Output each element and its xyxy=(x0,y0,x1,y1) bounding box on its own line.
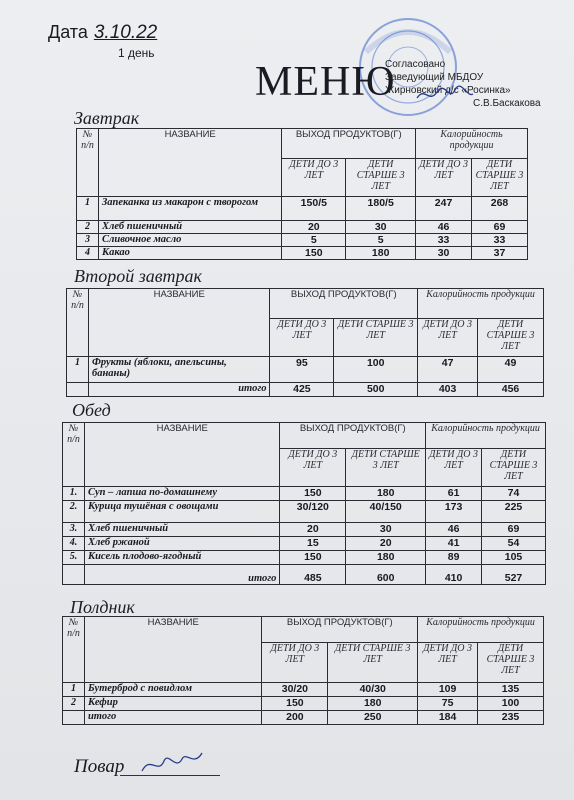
page-title: МЕНЮ xyxy=(255,59,396,105)
table-row: 4. Хлеб ржаной 15 20 41 54 xyxy=(63,537,546,551)
table-row: 1 Запеканка из макарон с творогом 150/5 180/5 247 268 xyxy=(77,197,528,221)
approver-name: С.В.Баскакова xyxy=(473,98,541,109)
table-row: 1 Бутерброд с повидлом 30/20 40/30 109 135 xyxy=(63,683,544,697)
total-row: итого 425 500 403 456 xyxy=(67,383,544,397)
day-label: 1 день xyxy=(118,46,155,60)
table-row: 2 Кефир 150 180 75 100 xyxy=(63,697,544,711)
table-row: 2. Курица тушёная с овощами 30/120 40/150 173 225 xyxy=(63,501,546,523)
section-title-breakfast: Завтрак xyxy=(74,108,140,128)
col-num: № п/п xyxy=(77,129,99,197)
total-row: итого 200 250 184 235 xyxy=(63,711,544,725)
section-title-snack: Полдник xyxy=(70,597,135,617)
table-row: 1. Суп – лапша по-домашнему 150 180 61 74 xyxy=(63,487,546,501)
section-title-lunch: Обед xyxy=(72,400,111,420)
snack-table: № п/п НАЗВАНИЕ ВЫХОД ПРОДУКТОВ(Г) Калорийность продукции ДЕТИ ДО 3 ЛЕТ ДЕТИ СТАРШЕ 3 ЛЕТ ДЕТИ ДО 3 ЛЕТ ДЕТИ СТАРШЕ 3 ЛЕТ 1 Бутерброд с повидлом 30/20 40/30 109 135 2 Кефир 150 180 75 100 итого 200 250 184 235 xyxy=(62,616,544,725)
second-breakfast-table: № п/п НАЗВАНИЕ ВЫХОД ПРОДУКТОВ(Г) Калорийность продукции ДЕТИ ДО 3 ЛЕТ ДЕТИ СТАРШЕ 3 ЛЕТ ДЕТИ ДО 3 ЛЕТ ДЕТИ СТАРШЕ 3 ЛЕТ 1 Фрукты (яблоки, апельсины, бананы) 95 100 47 49 итого 425 500 403 456 xyxy=(66,288,544,397)
table-row: 1 Фрукты (яблоки, апельсины, бананы) 95 100 47 49 xyxy=(67,357,544,383)
table-row: 3. Хлеб пшеничный 20 30 46 69 xyxy=(63,523,546,537)
breakfast-table: № п/п НАЗВАНИЕ ВЫХОД ПРОДУКТОВ(Г) Калорийность продукции ДЕТИ ДО 3 ЛЕТ ДЕТИ СТАРШЕ 3 ЛЕТ ДЕТИ ДО 3 ЛЕТ ДЕТИ СТАРШЕ 3 ЛЕТ 1 Запеканка из макарон с творогом 150/5 180/5 247 268 2 Хлеб пшеничный 20 30 46 69 3 Сливочное масло 5 5 33 33 4 Какао 150 180 30 37 xyxy=(76,128,528,260)
date-line: Дата 3.10.22 xyxy=(48,22,163,44)
cook-label: Повар xyxy=(74,756,125,777)
section-title-second-breakfast: Второй завтрак xyxy=(74,266,202,286)
total-row: итого 485 600 410 527 xyxy=(63,565,546,585)
cook-signature xyxy=(136,745,206,779)
date-value: 3.10.22 xyxy=(93,22,158,43)
lunch-table: № п/п НАЗВАНИЕ ВЫХОД ПРОДУКТОВ(Г) Калорийность продукции ДЕТИ ДО 3 ЛЕТ ДЕТИ СТАРШЕ 3 ЛЕТ ДЕТИ ДО 3 ЛЕТ ДЕТИ СТАРШЕ 3 ЛЕТ 1. Суп – лапша по-домашнему 150 180 61 74 2. Курица тушёная с овощами 30/120 40/150 173 225 3. Хлеб пшеничный 20 30 46 69 4. Хлеб ржаной 15 20 41 54 5. Кисель плодово-ягодный 150 180 89 105 итого 485 600 410 527 xyxy=(62,422,546,585)
table-row: 2 Хлеб пшеничный 20 30 46 69 xyxy=(77,221,528,234)
col-output: ВЫХОД ПРОДУКТОВ(Г) xyxy=(282,129,416,159)
col-calories: Калорийность продукции xyxy=(416,129,528,159)
col-name: НАЗВАНИЕ xyxy=(98,129,281,197)
approval-block: Согласовано Заведующий МБДОУ Жирновский д/с «Росинка» С.В.Баскакова xyxy=(385,59,541,109)
table-row: 4 Какао 150 180 30 37 xyxy=(77,247,528,260)
table-row: 3 Сливочное масло 5 5 33 33 xyxy=(77,234,528,247)
table-row: 5. Кисель плодово-ягодный 150 180 89 105 xyxy=(63,551,546,565)
approver-signature xyxy=(415,84,475,106)
